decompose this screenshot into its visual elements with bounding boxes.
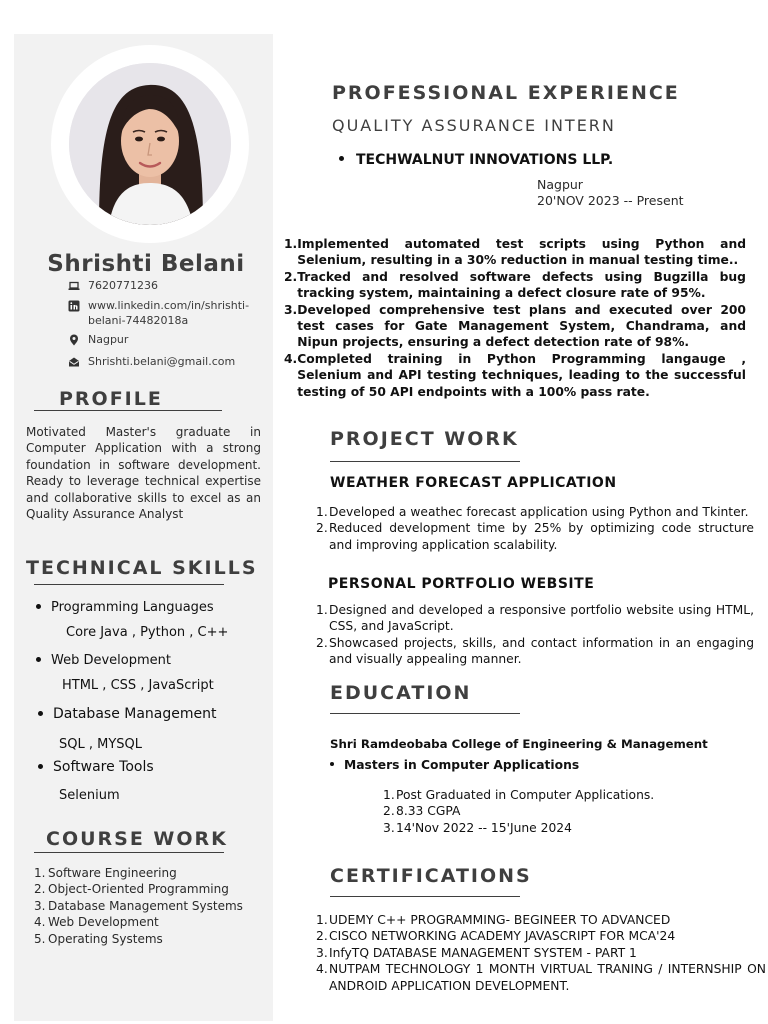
certifications-list: [316, 912, 766, 994]
phone-number: 7620771236: [88, 279, 158, 292]
skill-items: Selenium: [59, 788, 120, 803]
list-item: 5. Operating Systems: [34, 931, 163, 946]
list-item: 3. 14'Nov 2022 -- 15'June 2024: [383, 820, 572, 835]
profile-photo: [69, 63, 231, 225]
certifications-divider: [330, 896, 520, 897]
project-title: WEATHER FORECAST APPLICATION: [330, 475, 617, 491]
list-item: 2. Reduced development time by 25% by optimizing code structure and improving application scalability.: [316, 521, 754, 552]
company-name: TECHWALNUT INNOVATIONS LLP.: [339, 152, 613, 168]
list-item: 1. Designed and developed a responsive portfolio website using HTML, CSS, and JavaScript.: [316, 603, 754, 634]
list-item: 3. Database Management Systems: [34, 898, 243, 913]
education-points: [383, 787, 683, 836]
profile-photo-frame: [51, 45, 249, 243]
laptop-icon: [66, 279, 82, 293]
list-item: 1. UDEMY C++ PROGRAMMING- BEGINEER TO ADVANCED: [316, 913, 671, 927]
degree-name: Masters in Computer Applications: [330, 758, 579, 772]
profile-summary: Motivated Master's graduate in Computer Application with a strong foundation in software development. Ready to leverage technical expertise and collaborative skills to excel as an Quality Assurance Analyst: [26, 425, 261, 522]
skill-category: Programming Languages: [36, 600, 214, 615]
technical-skills-heading: TECHNICAL SKILLS: [26, 557, 258, 579]
list-item: 4. Completed training in Python Programming langauge , Selenium and API testing techniques, leading to the successful testing of 50 API endpoints with a 100% pass rate.: [284, 351, 746, 399]
envelope-icon: [66, 355, 82, 369]
list-item: 3. InfyTQ DATABASE MANAGEMENT SYSTEM - PART 1: [316, 945, 637, 960]
skill-items: HTML , CSS , JavaScript: [62, 678, 214, 693]
college-name: Shri Ramdeobaba College of Engineering & Management: [330, 737, 708, 751]
map-pin-icon: [66, 333, 82, 347]
contact-location: [66, 332, 266, 347]
certifications-heading: CERTIFICATIONS: [330, 865, 532, 887]
list-item: 1. Software Engineering: [34, 866, 177, 880]
list-item: 4. NUTPAM TECHNOLOGY 1 MONTH VIRTUAL TRANING / INTERNSHIP ON ANDROID APPLICATION DEVELOPMENT.: [316, 962, 766, 993]
list-item: 4. Web Development: [34, 915, 159, 930]
location-text: Nagpur: [88, 333, 129, 346]
profile-divider: [34, 410, 222, 411]
technical-skills-divider: [34, 584, 224, 585]
linkedin-url[interactable]: www.linkedin.com/in/shrishti-belani-74482018a: [88, 299, 250, 327]
education-heading: EDUCATION: [330, 682, 472, 704]
experience-points: [284, 236, 746, 400]
contact-linkedin: [66, 298, 266, 328]
list-item: 3. Developed comprehensive test plans and executed over 200 test cases for Gate Management System, Chandrama, and Nipun projects, ensuring a defect detection rate of 98%.: [284, 302, 746, 350]
list-item: 2. CISCO NETWORKING ACADEMY JAVASCRIPT FOR MCA'24: [316, 929, 676, 944]
list-item: 2. Object-Oriented Programming: [34, 882, 229, 897]
project-points: [316, 504, 754, 553]
job-dates: 20'NOV 2023 -- Present: [537, 193, 684, 208]
profile-heading: PROFILE: [59, 388, 163, 410]
education-divider: [330, 713, 520, 714]
list-item: 1. Implemented automated test scripts using Python and Selenium, resulting in a 30% reduction in manual testing time..: [284, 237, 746, 268]
portrait-illustration: [69, 63, 231, 225]
skill-items: Core Java , Python , C++: [66, 625, 229, 640]
skill-category: Database Management: [38, 706, 216, 722]
list-item: 2. 8.33 CGPA: [383, 804, 461, 819]
project-title: PERSONAL PORTFOLIO WEBSITE: [328, 576, 595, 592]
course-work-divider: [34, 852, 224, 853]
email-address[interactable]: Shrishti.belani@gmail.com: [88, 355, 236, 368]
candidate-name: Shrishti Belani: [47, 251, 245, 277]
list-item: 1. Post Graduated in Computer Applications.: [383, 788, 655, 802]
contact-phone: [66, 278, 266, 293]
linkedin-icon: [66, 299, 82, 313]
list-item: 1. Developed a weathec forecast application using Python and Tkinter.: [316, 505, 749, 519]
job-role: QUALITY ASSURANCE INTERN: [332, 116, 616, 135]
project-points: [316, 602, 754, 668]
project-work-divider: [330, 461, 520, 462]
job-location: Nagpur: [537, 177, 583, 192]
experience-heading: PROFESSIONAL EXPERIENCE: [332, 82, 680, 104]
project-work-heading: PROJECT WORK: [330, 428, 519, 450]
skill-category: Web Development: [36, 653, 171, 668]
contact-email: [66, 354, 266, 369]
course-work-heading: COURSE WORK: [46, 828, 228, 850]
skill-items: SQL , MYSQL: [59, 737, 143, 752]
list-item: 2. Tracked and resolved software defects using Bugzilla bug tracking system, maintaining a defect closure rate of 95%.: [284, 269, 746, 301]
skill-category: Software Tools: [38, 759, 154, 775]
list-item: 2. Showcased projects, skills, and contact information in an engaging and visually appealing manner.: [316, 635, 754, 667]
coursework-list: [34, 865, 243, 947]
